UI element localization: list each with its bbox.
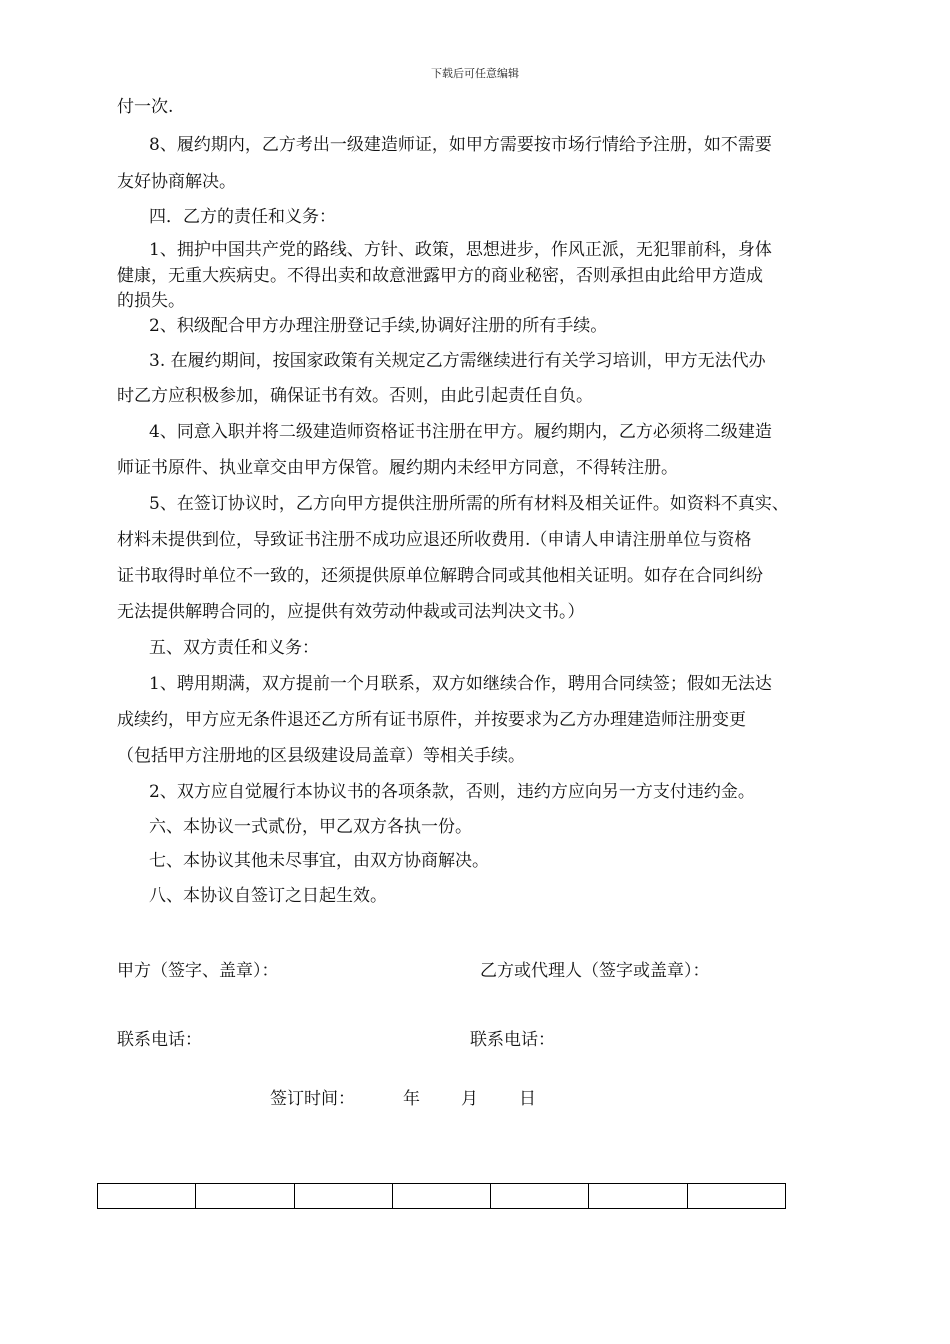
body-line: 师证书原件、执业章交由甲方保管。履约期内未经甲方同意，不得转注册。 — [117, 458, 678, 478]
page-header-watermark: 下载后可任意编辑 — [431, 67, 519, 80]
body-line: 材料未提供到位，导致证书注册不成功应退还所收费用.（申请人申请注册单位与资格 — [117, 530, 752, 550]
body-line: 证书取得时单位不一致的，还须提供原单位解聘合同或其他相关证明。如存在合同纠纷 — [117, 566, 763, 586]
body-line: 健康，无重大疾病史。不得出卖和故意泄露甲方的商业秘密，否则承担由此给甲方造成 — [117, 266, 763, 286]
party-b-signature-label: 乙方或代理人（签字或盖章）： — [480, 961, 710, 981]
section-heading: 七、本协议其他未尽事宜，由双方协商解决。 — [149, 851, 489, 871]
body-line: 1、聘用期满，双方提前一个月联系，双方如继续合作，聘用合同续签；假如无法达 — [149, 674, 772, 694]
footer-empty-table — [97, 1183, 786, 1209]
body-line: 3. 在履约期间，按国家政策有关规定乙方需继续进行有关学习培训，甲方无法代办 — [149, 351, 766, 371]
table-cell — [196, 1184, 294, 1209]
signing-day-label: 日 — [519, 1089, 536, 1109]
table-cell — [491, 1184, 589, 1209]
body-line: （包括甲方注册地的区县级建设局盖章）等相关手续。 — [117, 746, 525, 766]
body-line: 2、积级配合甲方办理注册登记手续,协调好注册的所有手续。 — [149, 316, 608, 336]
party-b-phone-label: 联系电话： — [470, 1030, 555, 1050]
body-line: 时乙方应积极参加，确保证书有效。否则，由此引起责任自负。 — [117, 386, 593, 406]
table-cell — [392, 1184, 490, 1209]
table-cell — [687, 1184, 785, 1209]
body-line: 付一次. — [117, 97, 174, 117]
table-cell — [98, 1184, 196, 1209]
body-line: 无法提供解聘合同的，应提供有效劳动仲裁或司法判决文书。） — [117, 602, 585, 622]
table-row — [98, 1184, 786, 1209]
signing-month-label: 月 — [461, 1089, 478, 1109]
section-heading: 四．乙方的责任和义务： — [149, 207, 336, 227]
table-cell — [294, 1184, 392, 1209]
body-line: 4、同意入职并将二级建造师资格证书注册在甲方。履约期内，乙方必须将二级建造 — [149, 422, 772, 442]
body-line: 1、拥护中国共产党的路线、方针、政策，思想进步，作风正派，无犯罪前科，身体 — [149, 240, 772, 260]
table-cell — [589, 1184, 687, 1209]
body-line: 5、在签订协议时，乙方向甲方提供注册所需的所有材料及相关证件。如资料不真实、 — [149, 494, 789, 514]
body-line: 2、双方应自觉履行本协议书的各项条款，否则，违约方应向另一方支付违约金。 — [149, 782, 755, 802]
section-heading: 五、双方责任和义务： — [149, 638, 319, 658]
party-a-signature-label: 甲方（签字、盖章）： — [117, 961, 279, 981]
section-heading: 六、本协议一式贰份，甲乙双方各执一份。 — [149, 817, 472, 837]
section-heading: 八、本协议自签订之日起生效。 — [149, 886, 387, 906]
signing-date-label: 签订时间： — [270, 1089, 355, 1109]
body-line: 成续约，甲方应无条件退还乙方所有证书原件，并按要求为乙方办理建造师注册变更 — [117, 710, 746, 730]
body-line: 的损失。 — [117, 291, 185, 311]
signing-year-label: 年 — [403, 1089, 420, 1109]
party-a-phone-label: 联系电话： — [117, 1030, 202, 1050]
body-line: 友好协商解决。 — [117, 172, 236, 192]
body-line: 8、履约期内，乙方考出一级建造师证，如甲方需要按市场行情给予注册，如不需要 — [149, 135, 772, 155]
